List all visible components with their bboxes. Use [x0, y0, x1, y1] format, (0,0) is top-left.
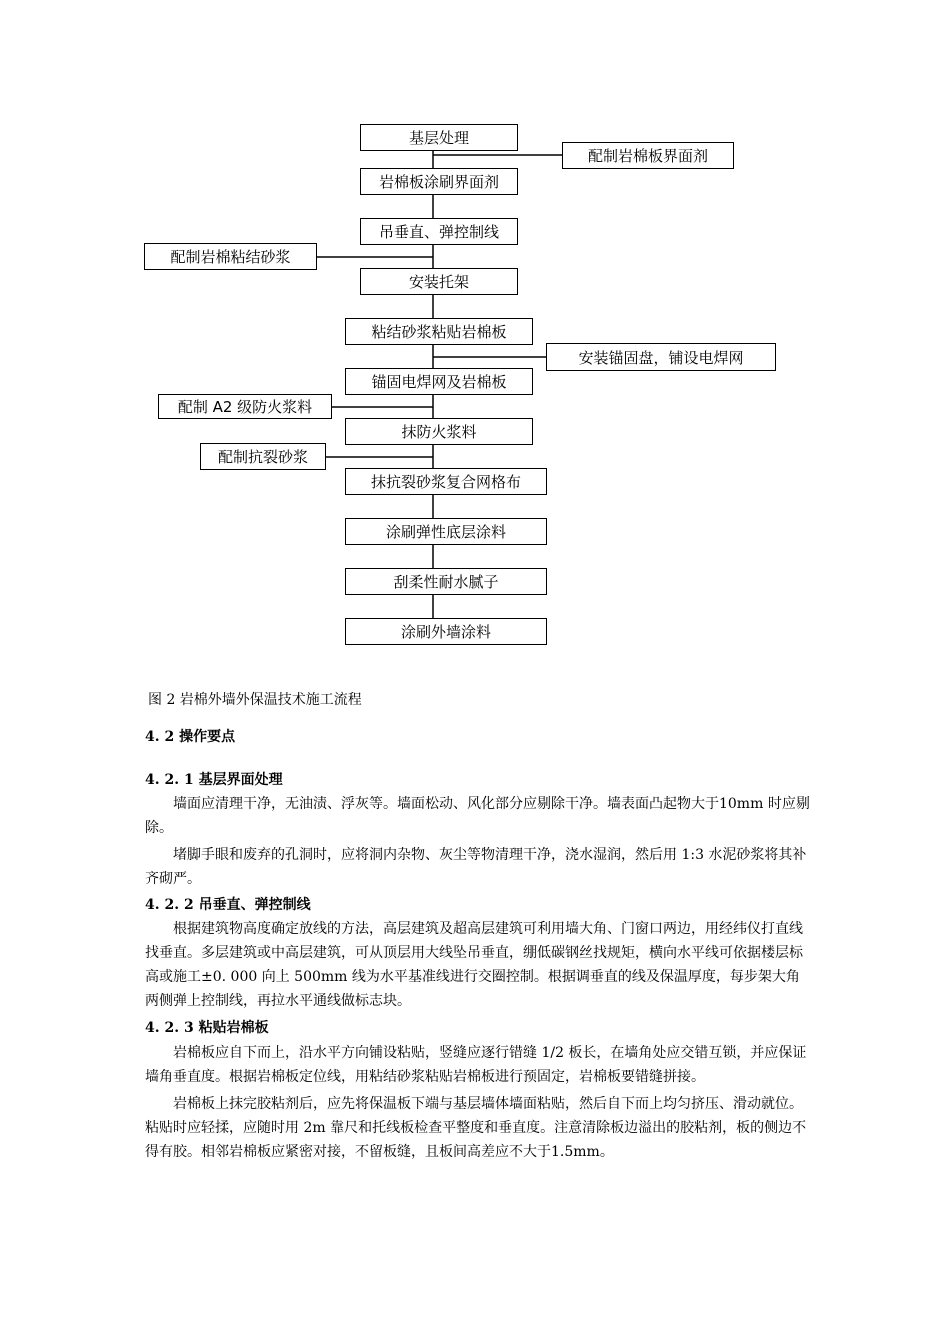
flow-step-10 — [345, 568, 547, 595]
paragraph: 岩棉板应自下而上，沿水平方向铺设粘贴，竖缝应逐行错缝 1/2 板长，在墙角处应交错互锁，并应保证墙角垂直度。根据岩棉板定位线，用粘结砂浆粘贴岩棉板进行预固定，岩棉板要错缝拼接。 — [145, 1045, 807, 1085]
subsection-4-2-3-body — [145, 1041, 810, 1164]
figure-caption: 图 2 岩棉外墙外保温技术施工流程 — [148, 692, 362, 708]
subsection-4-2-1-body — [145, 792, 810, 891]
flow-side-step-2 — [144, 243, 317, 270]
flow-side-step-4 — [158, 394, 332, 419]
flow-side-step-1 — [562, 142, 734, 169]
flow-step-2-label: 岩棉板涂刷界面剂 — [378, 173, 499, 191]
subsection-4-2-2-body — [145, 917, 810, 1013]
flow-step-2 — [360, 168, 518, 195]
flow-side-step-3-label: 安装锚固盘，铺设电焊网 — [578, 348, 744, 367]
flow-step-6-label: 锚固电焊网及岩棉板 — [371, 373, 507, 391]
flow-step-1 — [360, 124, 518, 151]
flow-step-4 — [360, 268, 518, 295]
paragraph: 根据建筑物高度确定放线的方法，高层建筑及超高层建筑可利用墙大角、门窗口两边，用经纬仪打直线找垂直。多层建筑或中高层建筑，可从顶层用大线坠吊垂直，绷低碳钢丝找规矩，横向水平线可依据楼层标高或施工±0. 000 向上 500mm 线为水平基准线进行交圈控制。根据调垂直的线及保温厚度，每步架大角两侧弹上控制线，再拉水平通线做标志块。 — [145, 921, 803, 1009]
flow-side-step-3 — [546, 343, 776, 371]
flow-side-step-4-label: 配制 A2 级防火浆料 — [177, 398, 313, 416]
flow-step-8-label: 抹抗裂砂浆复合网格布 — [370, 473, 521, 491]
flow-step-9 — [345, 518, 547, 545]
flow-step-7 — [345, 418, 533, 445]
paragraph: 墙面应清理干净，无油渍、浮灰等。墙面松动、风化部分应剔除干净。墙表面凸起物大于10mm 时应剔除。 — [145, 796, 810, 836]
flow-side-step-5 — [200, 443, 326, 470]
paragraph: 岩棉板上抹完胶粘剂后，应先将保温板下端与基层墙体墙面粘贴，然后自下而上均匀挤压、滑动就位。粘贴时应轻揉，应随时用 2m 靠尺和托线板检查平整度和垂直度。注意清除板边溢出的胶粘剂，板的侧边不得有胶。相邻岩棉板应紧密对接，不留板缝，且板间高差应不大于1.5mm。 — [145, 1096, 807, 1160]
flow-step-6 — [345, 368, 533, 395]
flow-step-5 — [345, 318, 533, 345]
flow-step-7-label: 抹防火浆料 — [401, 423, 477, 441]
subsection-4-2-1-heading: 4. 2. 1 基层界面处理 — [145, 772, 283, 788]
section-heading: 4. 2 操作要点 — [145, 729, 236, 745]
flow-side-step-2-label: 配制岩棉粘结砂浆 — [170, 248, 291, 266]
paragraph: 堵脚手眼和废弃的孔洞时，应将洞内杂物、灰尘等物清理干净，浇水湿润，然后用 1:3 水泥砂浆将其补齐砌严。 — [145, 847, 807, 887]
flow-step-5-label: 粘结砂浆粘贴岩棉板 — [371, 323, 507, 341]
flow-step-3-label: 吊垂直、弹控制线 — [378, 223, 499, 241]
flow-step-3 — [360, 218, 518, 245]
flow-step-11 — [345, 618, 547, 645]
flow-step-9-label: 涂刷弹性底层涂料 — [385, 523, 506, 541]
flow-step-4-label: 安装托架 — [408, 273, 469, 291]
flow-step-1-label: 基层处理 — [408, 129, 469, 147]
flow-step-10-label: 刮柔性耐水腻子 — [393, 573, 499, 591]
subsection-4-2-2-heading: 4. 2. 2 吊垂直、弹控制线 — [145, 897, 311, 913]
subsection-4-2-3-heading: 4. 2. 3 粘贴岩棉板 — [145, 1020, 269, 1036]
flow-step-11-label: 涂刷外墙涂料 — [400, 623, 491, 641]
flow-step-8 — [345, 468, 547, 495]
flow-side-step-5-label: 配制抗裂砂浆 — [217, 448, 308, 466]
flow-side-step-1-label: 配制岩棉板界面剂 — [587, 147, 708, 165]
